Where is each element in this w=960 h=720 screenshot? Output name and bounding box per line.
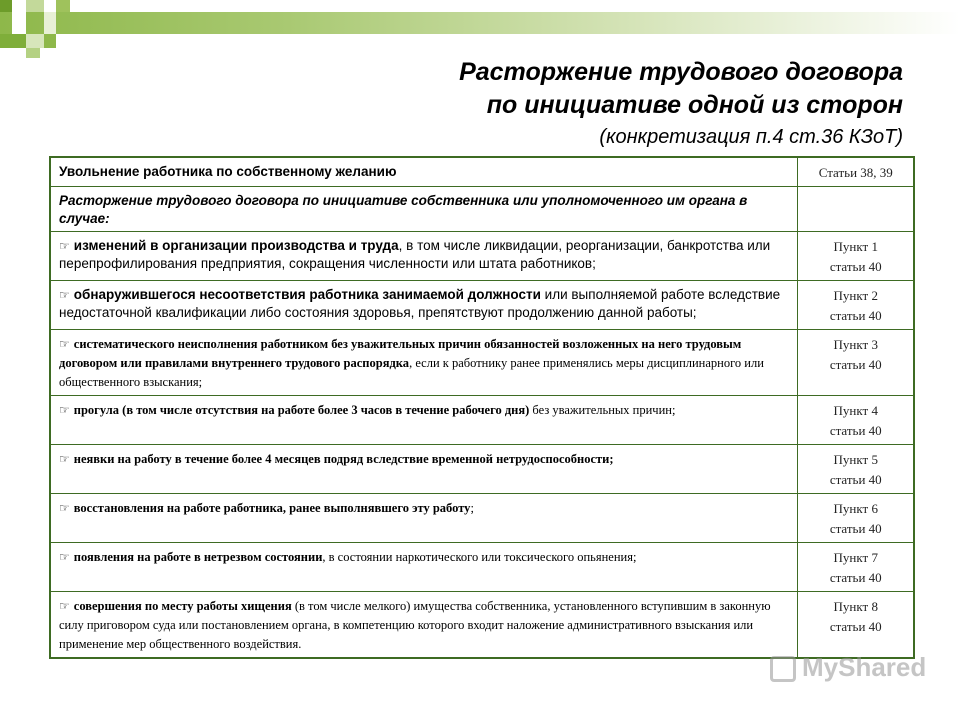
article-number: статьи 40	[829, 521, 882, 536]
table-row	[50, 232, 914, 281]
table-row	[50, 543, 914, 592]
row-bold-text: обнаружившегося несоответствия работника занимаемой должности	[73, 287, 541, 302]
decor-square	[12, 12, 26, 34]
pointing-hand-icon: ☞	[59, 599, 70, 613]
row-text: Расторжение трудового договора по инициативе собственника или уполномоченного им органа в случае:	[50, 187, 797, 232]
row-bold-text: прогула (в том числе отсутствия на работе более 3 часов в течение рабочего дня)	[73, 403, 530, 417]
pointing-hand-icon: ☞	[59, 550, 70, 564]
table-row	[50, 396, 914, 445]
slide-title	[459, 56, 903, 122]
row-text	[50, 281, 797, 330]
point-number: Пункт 6	[833, 501, 878, 516]
decor-square	[44, 34, 56, 48]
pointing-hand-icon: ☞	[59, 239, 70, 253]
article-ref	[797, 281, 914, 330]
table-row	[50, 494, 914, 543]
point-number: Пункт 5	[833, 452, 878, 467]
watermark	[770, 652, 926, 683]
row-text	[50, 445, 797, 494]
article-ref	[797, 396, 914, 445]
decor-square	[26, 48, 40, 58]
row-rest-text: , если к работнику ранее применялись меры дисциплинарного или общественного взыскания;	[59, 356, 764, 389]
row-text: Увольнение работника по собственному желанию	[50, 157, 797, 187]
row-rest-text: без уважительных причин;	[529, 403, 676, 417]
pointing-hand-icon: ☞	[59, 288, 70, 302]
article-ref	[797, 232, 914, 281]
row-rest-text: , в том числе ликвидации, реорганизации, банкротства или перепрофилирования предприятия, сокращения численности или штата работников;	[59, 238, 771, 271]
row-text	[50, 330, 797, 396]
point-number: Пункт 3	[833, 337, 878, 352]
article-number: статьи 40	[829, 308, 882, 323]
decor-square	[0, 34, 26, 48]
article-number: статьи 40	[829, 259, 882, 274]
article-number: статьи 40	[829, 357, 882, 372]
table-row	[50, 187, 914, 232]
row-text	[50, 592, 797, 659]
row-rest-text: , в состоянии наркотического или токсического опьянения;	[322, 550, 637, 564]
decor-square	[26, 34, 44, 48]
article-ref	[797, 592, 914, 659]
row-bold-text: неявки на работу в течение более 4 месяцев подряд вследствие временной нетрудоспособности;	[73, 452, 614, 466]
point-number: Пункт 4	[833, 403, 878, 418]
article-ref	[797, 494, 914, 543]
article-number: статьи 40	[829, 570, 882, 585]
article-ref	[797, 330, 914, 396]
pointing-hand-icon: ☞	[59, 337, 70, 351]
row-rest-text: ;	[470, 501, 474, 515]
pointing-hand-icon: ☞	[59, 501, 70, 515]
row-text	[50, 396, 797, 445]
point-number: Пункт 8	[833, 599, 878, 614]
row-bold-text: восстановления на работе работника, ранее выполнявшего эту работу	[73, 501, 471, 515]
decor-square	[0, 0, 12, 12]
title-line-1: Расторжение трудового договора	[459, 58, 903, 86]
article-number: статьи 40	[829, 619, 882, 634]
article-ref: Статьи 38, 39	[797, 157, 914, 187]
title-line-2: по инициативе одной из сторон	[486, 91, 903, 119]
row-bold-text: совершения по месту работы хищения	[73, 599, 292, 613]
decor-square	[44, 12, 56, 34]
point-number: Пункт 7	[833, 550, 878, 565]
table-row	[50, 445, 914, 494]
row-text	[50, 543, 797, 592]
article-number: статьи 40	[829, 423, 882, 438]
row-text	[50, 494, 797, 543]
table-row	[50, 281, 914, 330]
row-bold-text: изменений в организации производства и труда	[73, 238, 399, 253]
article-ref	[797, 445, 914, 494]
decor-square	[26, 0, 44, 12]
row-bold-text: систематического неисполнения работником без уважительных причин обязанностей возложенных на него трудовым договором или правилами внутреннего трудового распорядка	[59, 337, 742, 370]
decor-square	[56, 0, 70, 12]
row-bold-text: появления на работе в нетрезвом состоянии	[73, 550, 323, 564]
point-number: Пункт 1	[833, 239, 878, 254]
header-gradient-bar	[0, 12, 960, 34]
table-row	[50, 157, 914, 187]
termination-table	[49, 156, 915, 659]
point-number: Пункт 2	[833, 288, 878, 303]
article-number: статьи 40	[829, 472, 882, 487]
row-rest-text: (в том числе мелкого) имущества собственника, установленного вступившим в законную силу приговором суда или постановлением органа, в компетенцию которого входит наложение административного взыскания или применение мер общественного воздействия.	[59, 599, 771, 651]
table-row	[50, 330, 914, 396]
article-ref-empty	[797, 187, 914, 232]
article-ref	[797, 543, 914, 592]
row-rest-text: или выполняемой работе вследствие недостаточной квалификации либо состояния здоровья, препятствуют продолжению данной работы;	[59, 287, 781, 320]
logo-icon	[770, 656, 796, 682]
pointing-hand-icon: ☞	[59, 452, 70, 466]
watermark-text: MyShared	[802, 652, 927, 682]
slide-subtitle: (конкретизация п.4 ст.36 КЗоТ)	[599, 126, 903, 148]
row-text	[50, 232, 797, 281]
pointing-hand-icon: ☞	[59, 403, 70, 417]
table-row	[50, 592, 914, 659]
